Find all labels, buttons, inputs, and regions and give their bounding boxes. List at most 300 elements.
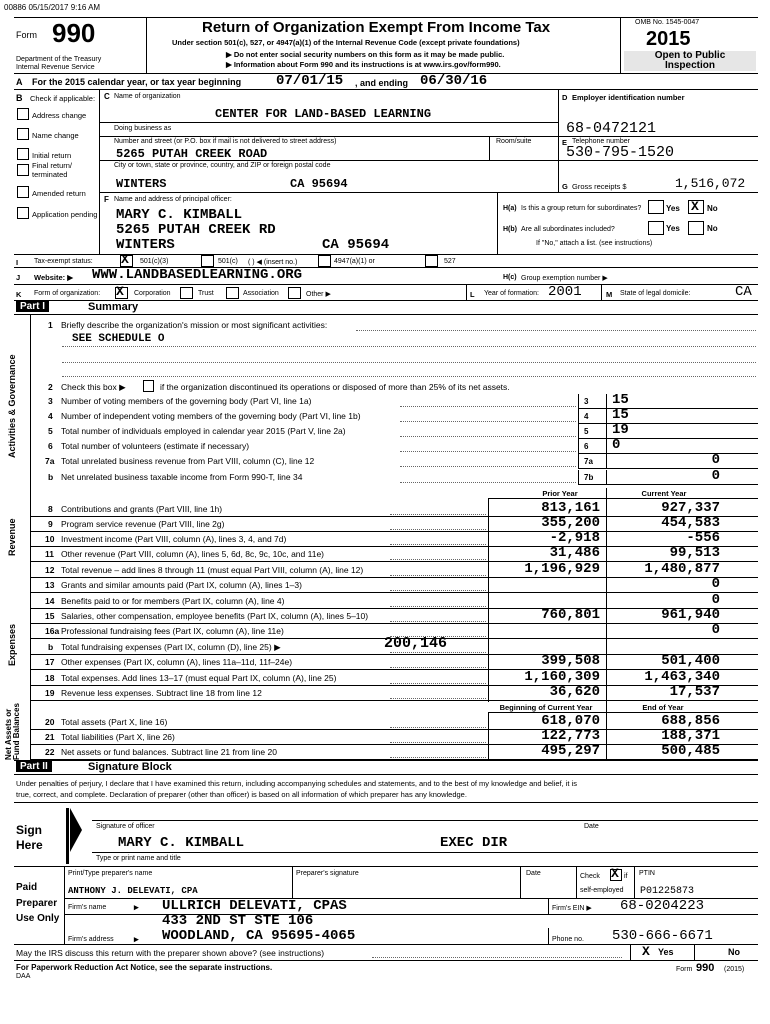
gov-line-value: 15 bbox=[612, 407, 629, 423]
expense-line-text: Grants and similar amounts paid (Part IX, column (A), lines 1–3) bbox=[61, 580, 302, 590]
side-revenue: Revenue bbox=[7, 518, 17, 556]
expense-line-number: 13 bbox=[45, 580, 55, 590]
expense-line-rule bbox=[30, 592, 758, 593]
discuss-yes-label: Yes bbox=[658, 947, 674, 957]
gov-box-left bbox=[578, 470, 579, 484]
ha-yes-checkbox[interactable] bbox=[648, 200, 664, 214]
initial-return-checkbox[interactable] bbox=[17, 148, 29, 160]
year-formation-label: Year of formation: bbox=[484, 290, 539, 297]
gov-box-right bbox=[606, 394, 607, 408]
527-checkbox[interactable] bbox=[425, 255, 438, 267]
prior-year-header: Prior Year bbox=[542, 489, 578, 498]
mission-text: SEE SCHEDULE O bbox=[72, 333, 165, 345]
form-of-org-label: Form of organization: bbox=[34, 290, 101, 297]
beg-year-header: Beginning of Current Year bbox=[499, 703, 593, 712]
check-if-applicable: Check if applicable: bbox=[30, 94, 96, 103]
initial-return-label: Initial return bbox=[32, 151, 72, 160]
firm-ein: 68-0204223 bbox=[620, 898, 705, 914]
revenue-line-rule bbox=[30, 516, 758, 517]
omb-number: OMB No. 1545-0047 bbox=[635, 19, 700, 26]
revenue-line-leader bbox=[390, 529, 486, 530]
gov-line-leader bbox=[400, 406, 576, 407]
sig-date-label: Date bbox=[584, 823, 599, 830]
line2-number: 2 bbox=[48, 382, 53, 392]
preparer-name-label: Print/Type preparer's name bbox=[68, 870, 153, 877]
net-line-rule bbox=[30, 729, 758, 730]
gov-line-number: 3 bbox=[48, 396, 53, 406]
revenue-line-rule bbox=[30, 531, 758, 532]
hb-no-checkbox[interactable] bbox=[688, 221, 704, 235]
gov-line-text: Total unrelated business revenue from Part VIII, column (C), line 12 bbox=[61, 456, 315, 466]
expense-line-leader bbox=[390, 606, 486, 607]
room-suite-label: Room/suite bbox=[496, 138, 532, 145]
side-activities-governance: Activities & Governance bbox=[7, 354, 17, 458]
penalty-text-2: true, correct, and complete. Declaration of preparer (other than officer) is based on all information of which preparer has any knowledge. bbox=[16, 790, 467, 799]
footer-form-year: (2015) bbox=[724, 966, 745, 973]
ha-text: Is this a group return for subordinates? bbox=[521, 205, 642, 212]
expense-line-leader bbox=[390, 652, 486, 653]
revenue-line-prior: 1,196,929 bbox=[524, 561, 600, 577]
527-label: 527 bbox=[444, 258, 456, 265]
amended-return-label: Amended return bbox=[32, 189, 86, 198]
line-k-label: K bbox=[16, 290, 22, 299]
gov-box-right bbox=[606, 439, 607, 453]
expense-line-number: 19 bbox=[45, 688, 55, 698]
revenue-line-prior: 31,486 bbox=[549, 545, 600, 561]
phone-no-label: Phone no. bbox=[552, 936, 584, 943]
gov-line-text: Number of independent voting members of the governing body (Part VI, line 1b) bbox=[61, 411, 361, 421]
revenue-line-number: 10 bbox=[45, 534, 55, 544]
expense-line-current: 1,463,340 bbox=[644, 669, 720, 685]
gov-line-box: 3 bbox=[584, 397, 589, 406]
officer-state-zip: CA 95694 bbox=[322, 237, 390, 253]
org-ein: 68-0472121 bbox=[566, 120, 657, 137]
net-line-leader bbox=[390, 757, 486, 758]
gov-line-text: Net unrelated business taxable income from Form 990-T, line 34 bbox=[61, 472, 303, 482]
gov-line-leader bbox=[400, 466, 576, 467]
net-line-leader bbox=[390, 727, 486, 728]
net-line-prior: 495,297 bbox=[541, 743, 600, 759]
gov-box-left bbox=[578, 409, 579, 423]
net-line-rule bbox=[30, 744, 758, 745]
gov-line-box: 7a bbox=[584, 457, 593, 466]
application-pending-checkbox[interactable] bbox=[17, 207, 29, 219]
officer-street: 5265 PUTAH CREEK RD bbox=[116, 222, 276, 238]
net-line-current: 500,485 bbox=[661, 743, 720, 759]
gov-line-box: 6 bbox=[584, 442, 589, 451]
use-only-label: Use Only bbox=[16, 913, 60, 924]
gov-line-rule bbox=[578, 453, 758, 454]
revenue-line-current: 927,337 bbox=[661, 500, 720, 516]
revenue-line-text: Contributions and grants (Part VIII, line 1h) bbox=[61, 504, 223, 514]
net-line-number: 22 bbox=[45, 747, 55, 757]
part2-label: Part II bbox=[16, 761, 52, 772]
expense-line-text: Professional fundraising fees (Part IX, column (A), line 11e) bbox=[61, 626, 284, 636]
revenue-line-leader bbox=[390, 544, 486, 545]
net-line-prior: 122,773 bbox=[541, 728, 600, 744]
revenue-line-current: 99,513 bbox=[669, 545, 720, 561]
self-employed-mark: X bbox=[611, 866, 619, 881]
application-pending-label: Application pending bbox=[32, 210, 98, 219]
ssn-notice: ▶ Do not enter social security numbers on this form as it may be made public. bbox=[226, 50, 505, 59]
discuss-no-label: No bbox=[728, 947, 740, 957]
check-label: Check bbox=[580, 873, 600, 880]
gov-box-left bbox=[578, 394, 579, 408]
expense-line-current: 0 bbox=[711, 592, 720, 608]
open-public-line2: Inspection bbox=[664, 60, 715, 71]
revenue-line-current: 454,583 bbox=[661, 515, 720, 531]
ptin-label: PTIN bbox=[639, 870, 655, 877]
net-line-current: 188,371 bbox=[661, 728, 720, 744]
line1-number: 1 bbox=[48, 320, 53, 330]
form-subtitle: Under section 501(c), 527, or 4947(a)(1) of the Internal Revenue Code (except private foundations) bbox=[172, 38, 520, 47]
tax-year-end: 06/30/16 bbox=[420, 73, 488, 89]
expense-line-text: Total fundraising expenses (Part IX, column (D), line 25) ▶ bbox=[61, 642, 281, 652]
gov-box-left bbox=[578, 424, 579, 438]
revenue-line-number: 8 bbox=[48, 504, 53, 514]
net-line-prior: 618,070 bbox=[541, 713, 600, 729]
revenue-line-prior: 355,200 bbox=[541, 515, 600, 531]
expense-line-leader bbox=[390, 590, 486, 591]
open-public-line1: Open to Public bbox=[654, 50, 726, 61]
gov-line-box: 4 bbox=[584, 412, 589, 421]
part1-label: Part I bbox=[16, 301, 49, 312]
line-m-label: M bbox=[606, 290, 613, 299]
gov-line-leader bbox=[400, 482, 576, 483]
firm-name-label: Firm's name bbox=[68, 904, 107, 911]
current-year-header: Current Year bbox=[641, 489, 687, 498]
other-org-checkbox[interactable] bbox=[288, 287, 301, 299]
form-word: Form bbox=[16, 30, 37, 40]
irs-label: Internal Revenue Service bbox=[16, 64, 95, 71]
gov-line-value: 0 bbox=[711, 468, 720, 484]
expense-line-rule bbox=[30, 700, 758, 701]
firm-name: ULLRICH DELEVATI, CPAS bbox=[162, 898, 347, 914]
preparer-sig-label: Preparer's signature bbox=[296, 870, 359, 877]
self-employed-label: self-employed bbox=[580, 887, 624, 894]
gov-line-value: 19 bbox=[612, 422, 629, 438]
phone-label: Telephone number bbox=[572, 138, 630, 145]
expense-line-number: 15 bbox=[45, 611, 55, 621]
year-formation: 2001 bbox=[548, 284, 582, 300]
gov-line-text: Total number of volunteers (estimate if necessary) bbox=[61, 441, 250, 451]
section-b-label: B bbox=[16, 93, 23, 103]
website-value: WWW.LANDBASEDLEARNING.ORG bbox=[92, 267, 303, 283]
end-year-header: End of Year bbox=[642, 703, 684, 712]
firm-ein-label: Firm's EIN ▶ bbox=[552, 905, 592, 912]
association-label: Association bbox=[243, 290, 279, 297]
address-change-label: Address change bbox=[32, 111, 87, 120]
hc-label: H(c) bbox=[503, 274, 517, 281]
line-a-label: A bbox=[16, 77, 23, 87]
net-line-text: Total assets (Part X, line 16) bbox=[61, 717, 168, 727]
gov-box-left bbox=[578, 439, 579, 453]
hb-yes-label: Yes bbox=[666, 224, 680, 233]
hb-no-label: No bbox=[707, 224, 718, 233]
form-number: 990 bbox=[52, 18, 96, 48]
expense-line-prior: 760,801 bbox=[541, 607, 600, 623]
line2-text-b: if the organization discontinued its operations or disposed of more than 25% of its net assets. bbox=[160, 382, 510, 392]
side-expenses: Expenses bbox=[7, 623, 17, 666]
gov-line-value: 15 bbox=[612, 392, 629, 408]
preparer-date-label: Date bbox=[526, 870, 541, 877]
hb-label: H(b) bbox=[503, 226, 517, 233]
fundraising-total: 200,146 bbox=[384, 635, 448, 652]
gov-box-right bbox=[606, 409, 607, 423]
if-label: if bbox=[624, 873, 628, 880]
address-change-checkbox[interactable] bbox=[17, 108, 29, 120]
expense-line-prior: 36,620 bbox=[549, 684, 600, 700]
gov-line-text: Number of voting members of the governing body (Part VI, line 1a) bbox=[61, 396, 312, 406]
hb-note: If "No," attach a list. (see instructions) bbox=[536, 240, 653, 247]
open-public bbox=[624, 51, 756, 71]
revenue-line-current: -556 bbox=[686, 530, 720, 546]
expense-line-number: 18 bbox=[45, 673, 55, 683]
ha-no-label: No bbox=[707, 204, 718, 213]
revenue-line-text: Program service revenue (Part VIII, line 2g) bbox=[61, 519, 225, 529]
gov-line-leader bbox=[400, 451, 576, 452]
expense-line-current: 0 bbox=[711, 576, 720, 592]
expense-line-rule bbox=[30, 608, 758, 609]
gov-line-leader bbox=[400, 421, 576, 422]
trust-label: Trust bbox=[198, 290, 214, 297]
paperwork-notice: For Paperwork Reduction Act Notice, see the separate instructions. bbox=[16, 963, 273, 972]
sign-arrow bbox=[70, 808, 82, 852]
form-title: Return of Organization Exempt From Income Tax bbox=[202, 19, 551, 36]
street-label: Number and street (or P.O. box if mail is not delivered to street address) bbox=[114, 138, 337, 145]
org-name-label: Name of organization bbox=[114, 93, 181, 100]
revenue-line-prior: 813,161 bbox=[541, 500, 600, 516]
gov-line-number: 6 bbox=[48, 441, 53, 451]
gov-line-rule bbox=[578, 408, 758, 409]
preparer-phone: 530-666-6671 bbox=[612, 928, 713, 944]
tax-exempt-label: Tax-exempt status: bbox=[34, 258, 93, 265]
sign-bar bbox=[66, 808, 69, 864]
firm-address-label: Firm's address bbox=[68, 936, 114, 943]
gov-line-box: 7b bbox=[584, 473, 594, 482]
discuss-yes-mark[interactable]: X bbox=[642, 944, 650, 959]
sig-officer-label: Signature of officer bbox=[96, 823, 155, 830]
gov-box-right bbox=[606, 424, 607, 438]
org-street: 5265 PUTAH CREEK ROAD bbox=[116, 147, 268, 161]
signer-name: MARY C. KIMBALL bbox=[118, 835, 245, 851]
penalty-text: Under penalties of perjury, I declare that I have examined this return, including accompanying schedules and statements, and to the best of my knowledge and belief, it is bbox=[16, 779, 578, 788]
part1-title: Summary bbox=[88, 301, 139, 313]
discuss-question: May the IRS discuss this return with the preparer shown above? (see instructions) bbox=[16, 948, 325, 958]
expense-line-current: 501,400 bbox=[661, 653, 720, 669]
footer-form-number: 990 bbox=[696, 962, 715, 974]
expense-line-leader bbox=[390, 621, 486, 622]
expense-line-number: 16a bbox=[45, 626, 60, 636]
expense-line-leader bbox=[390, 667, 486, 668]
revenue-line-prior: -2,918 bbox=[549, 530, 600, 546]
tax-year: 2015 bbox=[646, 28, 691, 50]
501c3-label: 501(c)(3) bbox=[140, 258, 169, 265]
4947-label: 4947(a)(1) or bbox=[334, 258, 375, 265]
expense-line-number: b bbox=[48, 642, 54, 652]
hb-yes-checkbox[interactable] bbox=[648, 221, 664, 235]
revenue-line-leader bbox=[390, 575, 486, 576]
firm-address-1: 433 2ND ST STE 106 bbox=[162, 913, 314, 929]
expense-line-number: 14 bbox=[45, 596, 55, 606]
section-c-label: C bbox=[104, 92, 110, 101]
line2-text-a: Check this box ▶ bbox=[61, 382, 126, 392]
preparer-ptin: P01225873 bbox=[640, 886, 695, 897]
other-org-label: Other ▶ bbox=[306, 291, 331, 298]
ha-yes-label: Yes bbox=[666, 204, 680, 213]
ha-label: H(a) bbox=[503, 205, 517, 212]
expense-line-prior: 1,160,309 bbox=[524, 669, 600, 685]
expense-line-text: Revenue less expenses. Subtract line 18 from line 12 bbox=[61, 688, 262, 698]
4947-checkbox[interactable] bbox=[318, 255, 331, 267]
section-e-label: E bbox=[562, 138, 568, 147]
tax-year-begin: 07/01/15 bbox=[276, 73, 344, 89]
footer-form-word: Form bbox=[676, 966, 693, 973]
side-net-assets: Net Assets or Fund Balances bbox=[4, 703, 21, 760]
expense-line-number: 17 bbox=[45, 657, 55, 667]
gov-line-rule bbox=[578, 423, 758, 424]
paid-label: Paid bbox=[16, 882, 38, 893]
org-name: CENTER FOR LAND-BASED LEARNING bbox=[215, 107, 432, 121]
section-g-label: G bbox=[562, 182, 568, 191]
org-state-zip: CA 95694 bbox=[290, 177, 348, 191]
expense-line-current: 0 bbox=[711, 622, 720, 638]
revenue-line-leader bbox=[390, 514, 486, 515]
dba-label: Doing business as bbox=[114, 125, 172, 132]
revenue-line-rule bbox=[30, 546, 758, 547]
expense-line-current: 17,537 bbox=[669, 684, 720, 700]
signer-title: EXEC DIR bbox=[440, 835, 508, 851]
preparer-label: Preparer bbox=[16, 898, 58, 909]
association-checkbox[interactable] bbox=[226, 287, 239, 299]
trust-checkbox[interactable] bbox=[180, 287, 193, 299]
firm-address-arrow: ▸ bbox=[134, 934, 139, 944]
daa-label: DAA bbox=[16, 973, 31, 980]
corporation-label: Corporation bbox=[134, 290, 171, 297]
gov-line-value: 0 bbox=[711, 452, 720, 468]
revenue-line-text: Other revenue (Part VIII, column (A), lines 5, 6d, 8c, 9c, 10c, and 11e) bbox=[61, 549, 324, 559]
city-label: City or town, state or province, country, and ZIP or foreign postal code bbox=[114, 162, 331, 169]
expense-line-text: Other expenses (Part IX, column (A), lines 11a–11d, 11f–24e) bbox=[61, 657, 293, 667]
ha-no-mark: X bbox=[691, 199, 699, 214]
officer-name: MARY C. KIMBALL bbox=[116, 207, 243, 223]
timestamp: 00886 05/15/2017 9:16 AM bbox=[4, 3, 101, 12]
gov-box-right bbox=[606, 470, 607, 484]
gross-receipts-label: Gross receipts $ bbox=[572, 182, 627, 191]
section-f-label: F bbox=[104, 195, 109, 204]
state-domicile-label: State of legal domicile: bbox=[620, 290, 691, 297]
501c-checkbox[interactable] bbox=[201, 255, 214, 267]
preparer-name: ANTHONY J. DELEVATI, CPA bbox=[68, 886, 198, 896]
org-phone: 530-795-1520 bbox=[566, 144, 675, 161]
line-l-label: L bbox=[470, 290, 475, 299]
discontinued-checkbox[interactable] bbox=[143, 380, 154, 392]
name-change-checkbox[interactable] bbox=[17, 128, 29, 140]
final-return-label: Final return/ terminated bbox=[32, 161, 73, 179]
state-domicile: CA bbox=[735, 284, 752, 300]
revenue-line-rule bbox=[30, 577, 758, 578]
net-line-text: Net assets or fund balances. Subtract line 21 from line 20 bbox=[61, 747, 277, 757]
part2-title: Signature Block bbox=[88, 761, 172, 773]
officer-city: WINTERS bbox=[116, 237, 175, 253]
line-a-and-ending: , and ending bbox=[355, 78, 408, 88]
here-label: Here bbox=[16, 838, 43, 852]
501c3-mark: X bbox=[121, 252, 129, 267]
gov-line-number: 4 bbox=[48, 411, 53, 421]
officer-label: Name and address of principal officer: bbox=[114, 196, 232, 203]
gov-line-rule bbox=[578, 468, 758, 469]
expense-line-leader bbox=[390, 683, 486, 684]
gov-line-leader bbox=[400, 436, 576, 437]
hb-text: Are all subordinates included? bbox=[521, 226, 615, 233]
org-city: WINTERS bbox=[116, 177, 167, 191]
expense-line-current: 961,940 bbox=[661, 607, 720, 623]
expense-line-prior: 399,508 bbox=[541, 653, 600, 669]
gov-box-right bbox=[606, 454, 607, 468]
expense-line-leader bbox=[390, 698, 486, 699]
gov-line-number: 7a bbox=[45, 456, 55, 466]
sign-label: Sign bbox=[16, 823, 42, 837]
revenue-line-number: 12 bbox=[45, 565, 55, 575]
gov-line-box: 5 bbox=[584, 427, 589, 436]
ein-label: Employer identification number bbox=[572, 93, 685, 102]
expense-line-rule bbox=[30, 685, 758, 686]
amended-return-checkbox[interactable] bbox=[17, 186, 29, 198]
net-line-number: 21 bbox=[45, 732, 55, 742]
revenue-line-text: Investment income (Part VIII, column (A), lines 3, 4, and 7d) bbox=[61, 534, 287, 544]
gov-line-number: b bbox=[48, 472, 54, 482]
line-a-text: For the 2015 calendar year, or tax year beginning bbox=[32, 77, 242, 87]
line1-text: Briefly describe the organization's mission or most significant activities: bbox=[61, 320, 328, 330]
expense-line-text: Total expenses. Add lines 13–17 (must equal Part IX, column (A), line 25) bbox=[61, 673, 337, 683]
gov-line-rule bbox=[578, 484, 758, 485]
dept-treasury: Department of the Treasury bbox=[16, 56, 102, 63]
net-line-current: 688,856 bbox=[661, 713, 720, 729]
gross-receipts: 1,516,072 bbox=[675, 176, 746, 191]
section-d-label: D bbox=[562, 93, 568, 102]
net-line-number: 20 bbox=[45, 717, 55, 727]
revenue-line-number: 11 bbox=[45, 549, 54, 559]
expense-line-text: Benefits paid to or for members (Part IX, column (A), line 4) bbox=[61, 596, 285, 606]
501c-insert-label: ( ) ◀ (insert no.) bbox=[248, 259, 298, 266]
final-return-checkbox[interactable] bbox=[17, 164, 29, 176]
line-j-label: J bbox=[16, 273, 21, 282]
gov-line-rule bbox=[578, 438, 758, 439]
hc-text: Group exemption number ▶ bbox=[521, 275, 608, 282]
gov-line-number: 5 bbox=[48, 426, 53, 436]
name-change-label: Name change bbox=[32, 131, 79, 140]
website-label: Website: ▶ bbox=[34, 273, 73, 282]
corporation-mark: X bbox=[116, 284, 124, 299]
firm-name-arrow: ▸ bbox=[134, 902, 139, 912]
firm-address-2: WOODLAND, CA 95695-4065 bbox=[162, 928, 356, 944]
gov-line-value: 0 bbox=[612, 437, 621, 453]
501c-label: 501(c) bbox=[218, 258, 238, 265]
line-i-label: I bbox=[16, 258, 19, 267]
gov-line-text: Total number of individuals employed in calendar year 2015 (Part V, line 2a) bbox=[61, 426, 346, 436]
revenue-line-leader bbox=[390, 559, 486, 560]
expense-line-rule bbox=[30, 654, 758, 655]
expense-line-text: Salaries, other compensation, employee benefits (Part IX, column (A), lines 5–10) bbox=[61, 611, 369, 621]
revenue-line-number: 9 bbox=[48, 519, 53, 529]
expense-line-rule bbox=[30, 623, 758, 624]
net-line-leader bbox=[390, 742, 486, 743]
info-notice: ▶ Information about Form 990 and its instructions is at www.irs.gov/form990. bbox=[226, 60, 501, 69]
gov-box-left bbox=[578, 454, 579, 468]
revenue-line-text: Total revenue – add lines 8 through 11 (must equal Part VIII, column (A), line 12) bbox=[61, 565, 364, 575]
type-print-label: Type or print name and title bbox=[96, 855, 181, 862]
revenue-line-current: 1,480,877 bbox=[644, 561, 720, 577]
